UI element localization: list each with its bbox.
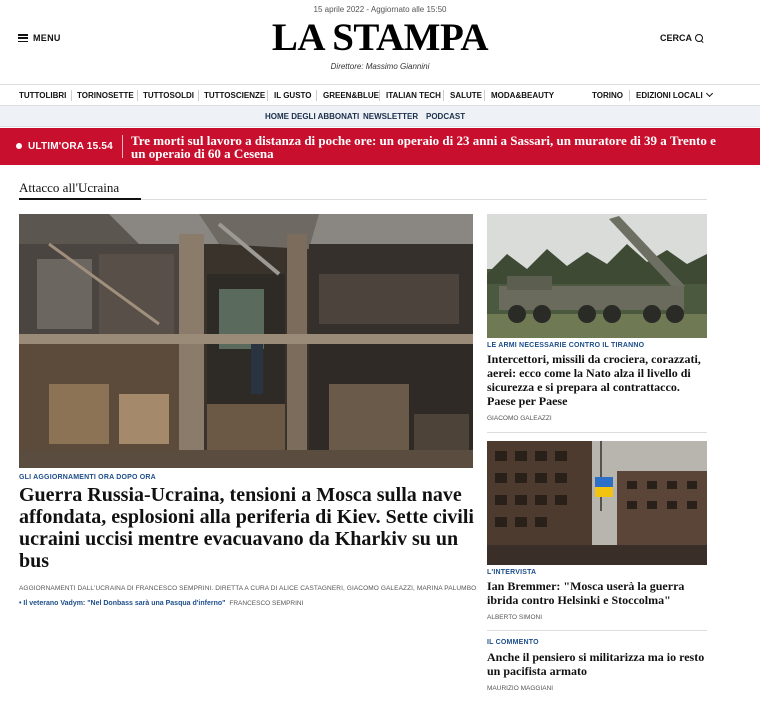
nav-item-tuttoscienze[interactable]: TUTTOSCIENZE [204, 91, 266, 100]
nav-item-il-gusto[interactable]: IL GUSTO [274, 91, 312, 100]
related-link[interactable]: Il veterano Vadym: "Nel Donbass sarà una Pasqua d'inferno" [23, 600, 226, 607]
main-story-image[interactable] [19, 214, 473, 468]
nav-separator [267, 90, 268, 101]
destroyed-building-photo [19, 214, 473, 468]
subnav-podcast[interactable]: PODCAST [426, 112, 466, 121]
nav-item-italian-tech[interactable]: ITALIAN TECH [386, 91, 441, 100]
side-story-3-title[interactable]: Anche il pensiero si militarizza ma io resto un pacifista armato [487, 650, 705, 678]
main-nav [0, 84, 760, 106]
side-story-1-image[interactable] [487, 214, 707, 338]
search-icon [695, 34, 704, 43]
director-line: Direttore: Massimo Giannini [330, 62, 430, 71]
bullet-icon: • [19, 600, 22, 607]
breaking-separator [122, 135, 123, 158]
subnav-newsletter[interactable]: NEWSLETTER [363, 112, 419, 121]
nav-separator [137, 90, 138, 101]
side-story-1-kicker[interactable]: LE ARMI NECESSARIE CONTRO IL TIRANNO [487, 342, 645, 349]
related-link-row [19, 600, 303, 607]
local-editions-label: EDIZIONI LOCALI [636, 91, 703, 100]
ruined-buildings-photo [487, 441, 707, 565]
side-story-1-author: GIACOMO GALEAZZI [487, 415, 552, 422]
side-divider [487, 630, 707, 631]
side-story-2-author: ALBERTO SIMONI [487, 614, 543, 621]
subnav-home-abbonati[interactable]: HOME DEGLI ABBONATI [265, 112, 360, 121]
nav-item-salute[interactable]: SALUTE [450, 91, 482, 100]
side-story-2-image[interactable] [487, 441, 707, 565]
section-title[interactable]: Attacco all'Ucraina [19, 180, 120, 195]
menu-label: MENU [33, 33, 61, 43]
search-label: CERCA [659, 33, 692, 43]
main-story-kicker[interactable]: GLI AGGIORNAMENTI ORA DOPO ORA [19, 474, 156, 481]
nav-item-torino[interactable]: TORINO [592, 91, 623, 100]
side-story-3-kicker[interactable]: IL COMMENTO [487, 639, 539, 646]
missile-launcher-photo [487, 214, 707, 338]
nav-separator [629, 90, 630, 101]
header-date: 15 aprile 2022 - Aggiornato alle 15:50 [313, 5, 447, 14]
nav-separator [379, 90, 380, 101]
nav-item-green-blue[interactable]: GREEN&BLUE [323, 91, 380, 100]
main-story-byline: AGGIORNAMENTI DALL'UCRAINA DI FRANCESCO SEMPRINI. DIRETTA A CURA DI ALICE CASTAGNERI, GIACOMO GALEAZZI, MARINA PALUMBO [19, 585, 477, 592]
chevron-down-icon [706, 90, 713, 97]
nav-separator [443, 90, 444, 101]
search-button[interactable] [660, 33, 704, 43]
section-underline [19, 198, 141, 200]
breaking-label: ULTIM'ORA 15.54 [28, 141, 113, 152]
nav-item-tuttosoldi[interactable]: TUTTOSOLDI [143, 91, 194, 100]
side-story-1-title[interactable]: Intercettori, missili da crociera, corazzati, aerei: ecco come la Nato alza il livello di sicurezza e si prepara al contrattacco. Paese per Paese [487, 352, 701, 408]
nav-separator [316, 90, 317, 101]
site-logo[interactable]: LA STAMPA [271, 16, 489, 59]
nav-item-torinosette[interactable]: TORINOSETTE [77, 91, 134, 100]
live-dot-icon [16, 143, 22, 149]
side-story-2-kicker[interactable]: L'INTERVISTA [487, 569, 537, 576]
related-author: FRANCESCO SEMPRINI [229, 600, 304, 607]
nav-item-moda-beauty[interactable]: MODA&BEAUTY [491, 91, 555, 100]
side-story-3-author: MAURIZIO MAGGIANI [487, 685, 554, 692]
nav-item-tuttolibri[interactable]: TUTTOLIBRI [19, 91, 67, 100]
nav-separator [484, 90, 485, 101]
side-story-2-title[interactable]: Ian Bremmer: "Mosca userà la guerra ibrida contro Helsinki e Stoccolma" [487, 579, 685, 607]
subscriber-nav [0, 106, 760, 127]
side-divider [487, 432, 707, 433]
nav-separator [71, 90, 72, 101]
main-story-title[interactable]: Guerra Russia-Ucraina, tensioni a Mosca sulla nave affondata, esplosioni alla periferia di Kiev. Sette civili ucraini uccisi mentre evacuavano da Kharkiv su un bus [19, 484, 474, 572]
local-editions-dropdown[interactable] [636, 85, 712, 106]
nav-separator [198, 90, 199, 101]
breaking-news-bar [0, 128, 760, 165]
breaking-headline[interactable]: Tre morti sul lavoro a distanza di poche ore: un operaio di 23 anni a Sassari, un muratore di 39 a Trento e un operaio di 60 a Cesena [131, 133, 716, 161]
